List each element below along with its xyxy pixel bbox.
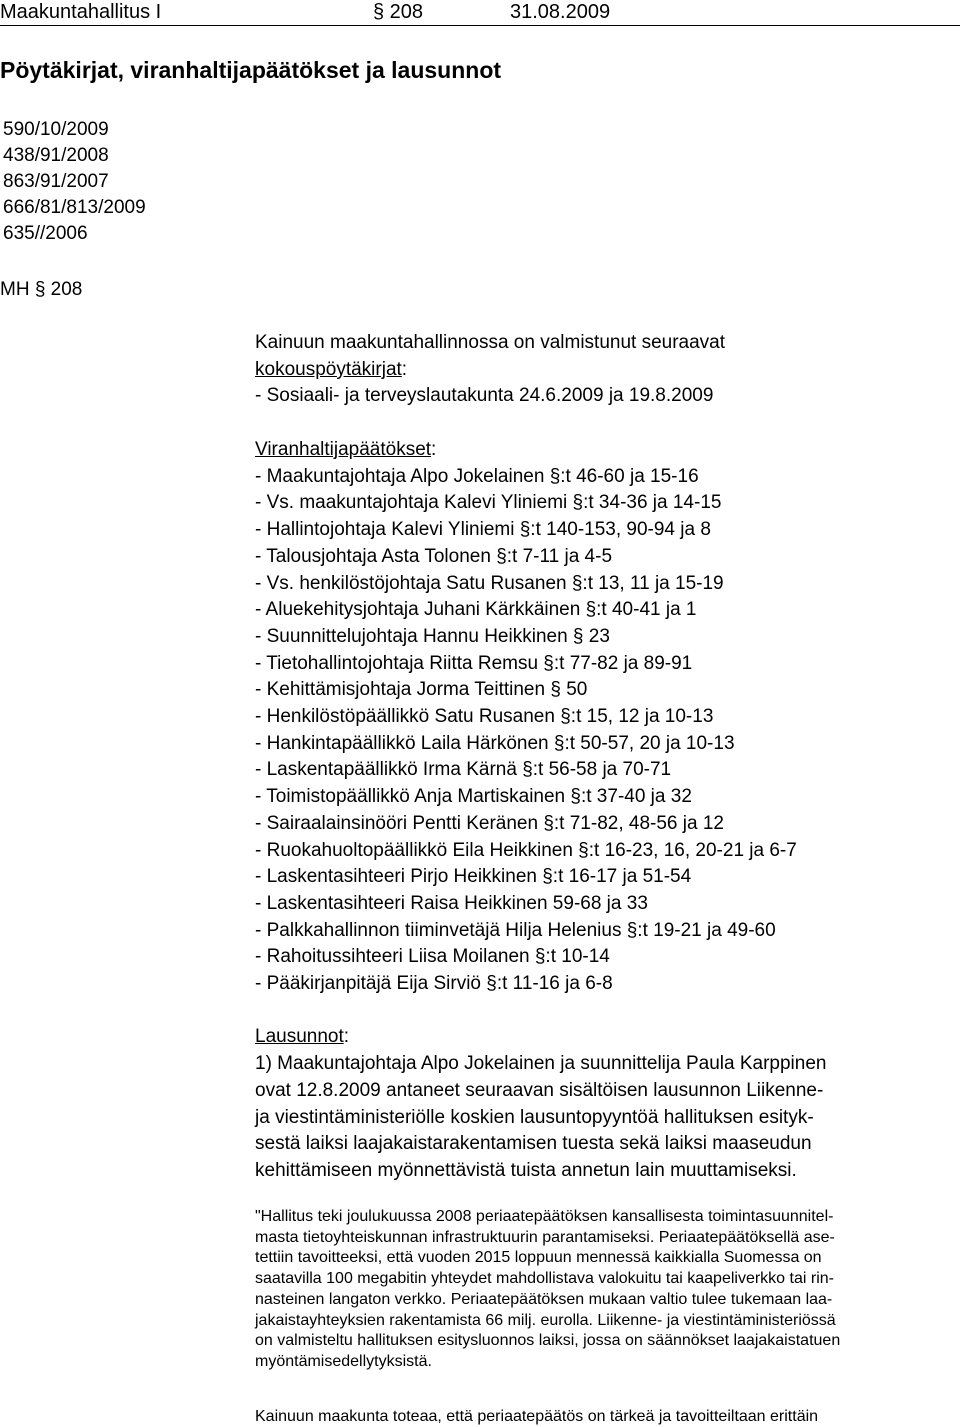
reference-list [3,117,146,247]
header-body: Maakuntahallitus I [0,1,162,23]
statement-line: kehittämiseen myönnettävistä tuista annetun lain muuttamiseksi. [255,1160,797,1182]
minutes-intro: Kainuun maakuntahallinnossa on valmistunut seuraavat [255,332,726,353]
decision-item: - Laskentasihteeri Raisa Heikkinen 59-68 ja 33 [255,892,648,914]
reference-item: 590/10/2009 [3,119,109,140]
decision-item: - Pääkirjanpitäjä Eija Sirviö §:t 11-16 ja 6-8 [255,973,613,995]
page-title: Pöytäkirjat, viranhaltijapäätökset ja lausunnot [0,57,502,83]
decision-item: - Ruokahuoltopäällikkö Eila Heikkinen §:t 16-23, 16, 20-21 ja 6-7 [255,839,797,861]
decision-item: - Aluekehitysjohtaja Juhani Kärkkäinen §:t 40-41 ja 1 [255,599,697,621]
decision-item: - Hallintojohtaja Kalevi Yliniemi §:t 140-153, 90-94 ja 8 [255,519,711,541]
statement-line: ja viestintäministeriölle koskien lausuntopyyntöä hallituksen esityk- [255,1106,814,1128]
statements-heading-colon: : [343,1026,350,1047]
statements-paragraph [255,1051,955,1185]
header-section: § 208 [373,1,424,23]
header-date: 31.08.2009 [510,1,611,23]
header-divider [0,25,960,26]
decision-item: - Palkkahallinnon tiiminvetäjä Hilja Helenius §:t 19-21 ja 49-60 [255,919,776,941]
decision-item: - Tietohallintojohtaja Riitta Remsu §:t 77-82 ja 89-91 [255,652,693,674]
minutes-heading-line [255,357,725,384]
decision-item: - Vs. henkilöstöjohtaja Satu Rusanen §:t 13, 11 ja 15-19 [255,572,724,594]
quote-line: saatavilla 100 megabitin yhteydet mahdollistava valokuitu tai kaapeliverkko tai rin- [255,1270,834,1288]
reference-item: 438/91/2008 [3,145,109,166]
quote-line: masta tietoyhteiskunnan infrastruktuurin parantamiseksi. Periaatepäätöksellä ase- [255,1228,835,1246]
quote-line: nasteinen langaton verkko. Periaatepäätöksen mukaan valtio tulee tukemaan laa- [255,1290,833,1308]
decisions-block [255,437,797,998]
statement-line: sestä laiksi laajakaistarakentamisen tuesta sekä laiksi maaseudun [255,1133,812,1155]
quote-line: "Hallitus teki joulukuussa 2008 periaatepäätöksen kansallisesta toimintasuunnitel- [255,1208,834,1225]
reference-item: 635//2006 [3,223,88,244]
minutes-heading-colon: : [401,358,408,380]
decision-item: - Laskentapäällikkö Irma Kärnä §:t 56-58 ja 70-71 [255,759,672,781]
statement-line: ovat 12.8.2009 antaneet seuraavan sisältöisen lausunnon Liikenne- [255,1079,824,1101]
closing-line: Kainuun maakunta toteaa, että periaatepäätös on tärkeä ja tavoitteiltaan erittäin [255,1408,819,1425]
decision-item: - Laskentasihteeri Pirjo Heikkinen §:t 16-17 ja 51-54 [255,866,692,888]
quote-line: myöntämisedellytyksistä. [255,1352,432,1370]
minutes-heading: kokouspöytäkirjat [255,358,402,380]
minutes-block [255,330,725,410]
section-label: MH § 208 [0,279,83,300]
decision-item: - Rahoitussihteeri Liisa Moilanen §:t 10-14 [255,946,610,968]
document-header [0,0,960,24]
decision-item: - Sairaalainsinööri Pentti Keränen §:t 71-82, 48-56 ja 12 [255,812,724,834]
decision-item: - Maakuntajohtaja Alpo Jokelainen §:t 46-60 ja 15-16 [255,465,699,487]
decision-item: - Toimistopäällikkö Anja Martiskainen §:t 37-40 ja 32 [255,786,692,808]
decision-item: - Suunnittelujohtaja Hannu Heikkinen § 23 [255,625,610,647]
statement-line: 1) Maakuntajohtaja Alpo Jokelainen ja suunnittelija Paula Karppinen [255,1053,827,1074]
decisions-heading-line [255,437,797,464]
decisions-heading-colon: : [431,439,437,460]
statements-heading: Lausunnot [255,1026,344,1047]
quote-line: on valmisteltu hallituksen esitysluonnos laiksi, jossa on säännökset laajakaistatuen [255,1332,841,1350]
reference-item: 863/91/2007 [3,171,109,192]
statements-heading-line [255,1024,349,1051]
quote-line: jakaistayhteyksien rakentamista 66 milj. eurolla. Liikenne- ja viestintäministeriössä [255,1311,836,1329]
minutes-item: - Sosiaali- ja terveyslautakunta 24.6.2009 ja 19.8.2009 [255,385,714,407]
quoted-statement [255,1207,955,1373]
decision-item: - Vs. maakuntajohtaja Kalevi Yliniemi §:t 34-36 ja 14-15 [255,492,722,514]
decisions-heading: Viranhaltijapäätökset [255,439,432,460]
quote-line: tettiin tavoitteeksi, että vuoden 2015 loppuun mennessä kaikkialla Suomessa on [255,1249,822,1267]
decision-item: - Hankintapäällikkö Laila Härkönen §:t 50-57, 20 ja 10-13 [255,732,735,754]
decision-item: - Kehittämisjohtaja Jorma Teittinen § 50 [255,679,588,701]
decision-item: - Talousjohtaja Asta Tolonen §:t 7-11 ja 4-5 [255,545,613,567]
reference-item: 666/81/813/2009 [3,197,146,218]
decision-item: - Henkilöstöpäällikkö Satu Rusanen §:t 15, 12 ja 10-13 [255,706,714,728]
